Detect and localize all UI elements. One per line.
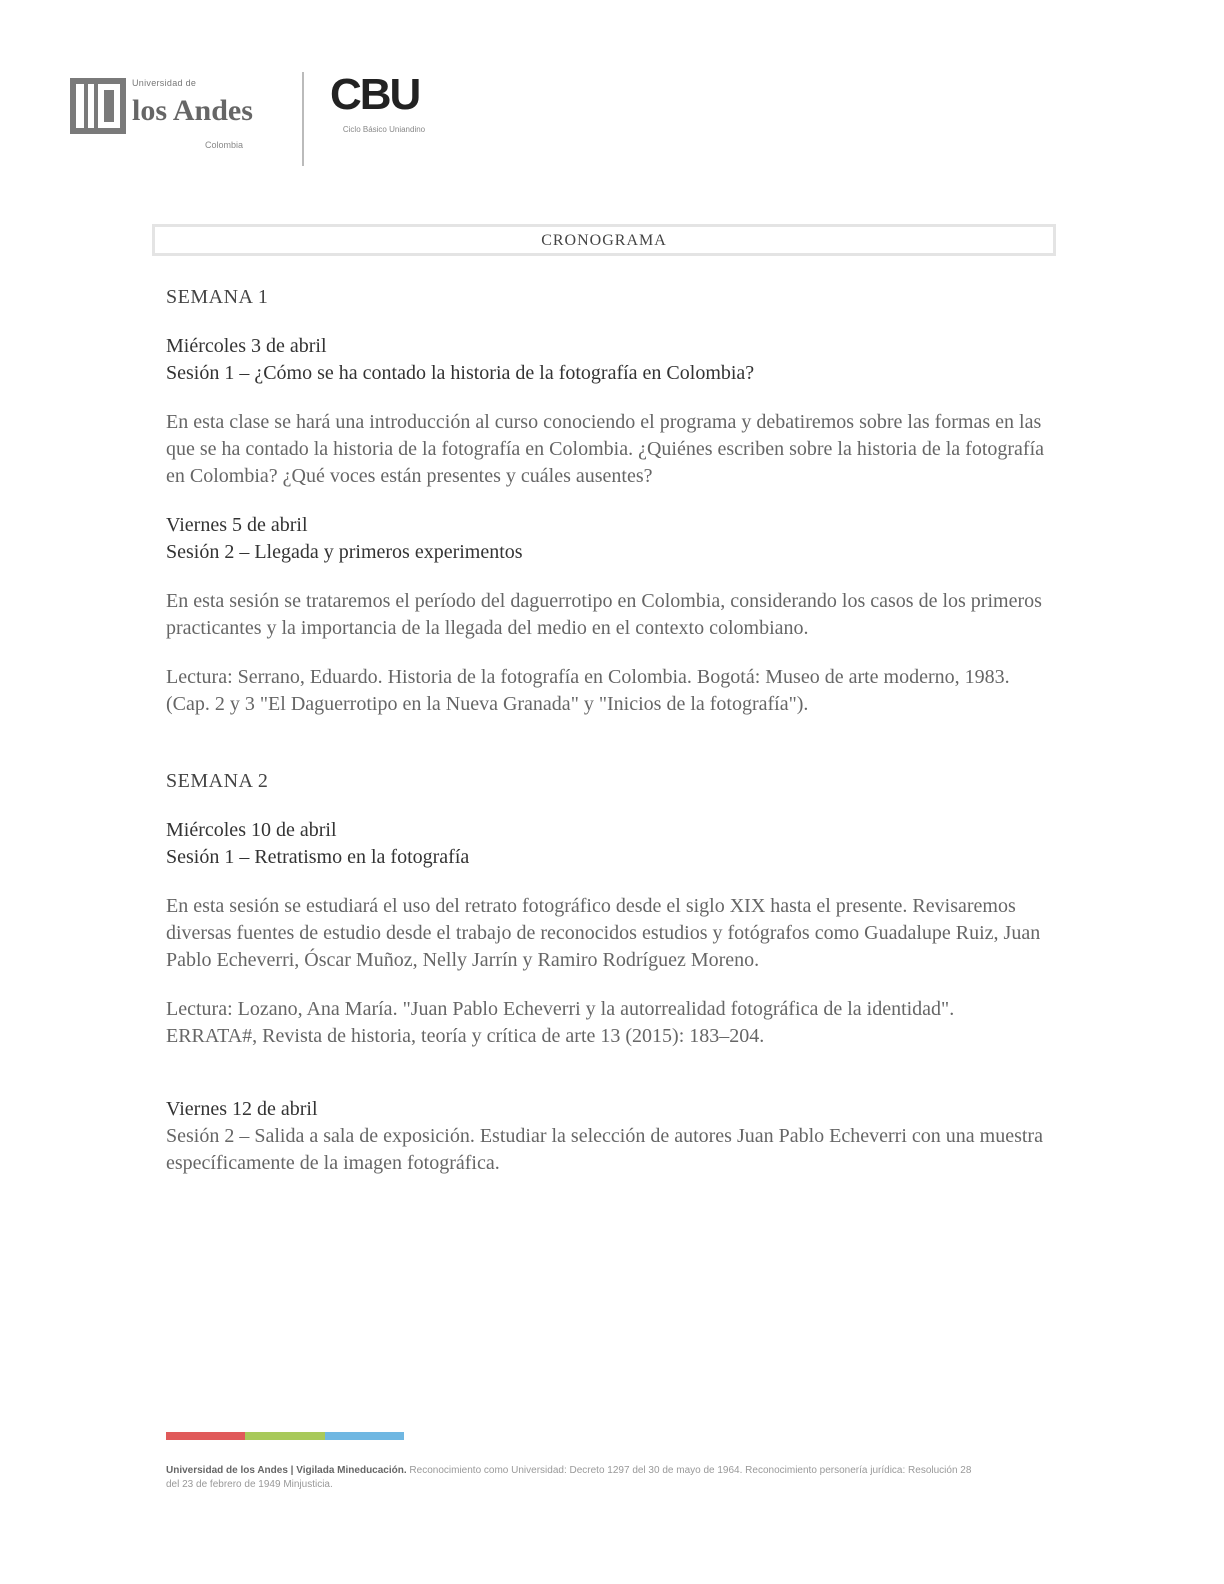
- session-description: En esta sesión se estudiará el uso del retrato fotográfico desde el siglo XIX hasta el presente. Revisaremos diversas fuentes de estudio desde el trabajo de reconocidos estudios y fotógrafos como Guadalupe Ruiz, Juan Pablo Echeverri, Óscar Muñoz, Nelly Jarrín y Ramiro Rodríguez Moreno.: [166, 895, 1041, 971]
- week-label: SEMANA 1: [166, 286, 269, 308]
- schedule-content: [166, 280, 1046, 1199]
- session-date: Miércoles 3 de abril: [166, 335, 327, 357]
- session-description: En esta clase se hará una introducción al curso conociendo el programa y debatiremos sobre las formas en las que se ha contado la historia de la fotografía en Colombia. ¿Quiénes escriben sobre la historia de la fotografía en Colombia? ¿Qué voces están presentes y cuáles ausentes?: [166, 411, 1045, 487]
- session-date: Viernes 5 de abril: [166, 514, 308, 536]
- session-date: Miércoles 10 de abril: [166, 819, 337, 841]
- session-heading: [166, 817, 1046, 871]
- university-logo-icon: [70, 78, 126, 134]
- session-title: Sesión 2 – Llegada y primeros experimentos: [166, 541, 523, 563]
- footer-color-red: [166, 1432, 245, 1440]
- spacer: [166, 740, 1046, 764]
- footer-legal: Reconocimiento como Universidad: Decreto 1297 del 30 de mayo de 1964. Reconocimiento personería jurídica: Resolución 28 del 23 de febrero de 1949 Minjusticia.: [166, 1465, 972, 1490]
- footer-text: [166, 1464, 976, 1492]
- session-date: Viernes 12 de abril: [166, 1098, 318, 1120]
- page-header: [70, 70, 470, 170]
- session-title: Sesión 1 – ¿Cómo se ha contado la historia de la fotografía en Colombia?: [166, 362, 755, 384]
- session-heading: [166, 1096, 1046, 1177]
- schedule-title: CRONOGRAMA: [152, 224, 1056, 256]
- cbu-subtitle: Ciclo Básico Uniandino: [342, 125, 426, 134]
- session-reading: Lectura: Serrano, Eduardo. Historia de la fotografía en Colombia. Bogotá: Museo de arte moderno, 1983. (Cap. 2 y 3 "El Daguerrotipo en la Nueva Granada" y "Inicios de la fotografía").: [166, 666, 1010, 715]
- university-city: Colombia: [205, 140, 244, 150]
- university-name: los Andes: [132, 94, 253, 127]
- session-title: Sesión 2 – Salida a sala de exposición. Estudiar la selección de autores Juan Pablo Echeverri con una muestra específicamente de la imagen fotográfica.: [166, 1125, 1043, 1174]
- cbu-logo: CBU: [330, 70, 420, 119]
- university-name-small: Universidad de: [132, 78, 197, 88]
- footer-color-blue: [325, 1432, 404, 1440]
- footer-org: Universidad de los Andes | Vigilada Mineducación.: [166, 1465, 407, 1476]
- session-description: En esta sesión se trataremos el período del daguerrotipo en Colombia, considerando los casos de los primeros practicantes y la importancia de la llegada del medio en el contexto colombiano.: [166, 590, 1042, 639]
- session-heading: [166, 333, 1046, 387]
- week-label: SEMANA 2: [166, 770, 269, 792]
- footer-color-bar: [166, 1432, 404, 1440]
- logo-divider: [302, 72, 304, 166]
- footer-color-green: [245, 1432, 324, 1440]
- session-title: Sesión 1 – Retratismo en la fotografía: [166, 846, 470, 868]
- spacer: [166, 1072, 1046, 1096]
- session-reading: Lectura: Lozano, Ana María. "Juan Pablo Echeverri y la autorrealidad fotográfica de la identidad". ERRATA#, Revista de historia, teoría y crítica de arte 13 (2015): 183–204.: [166, 998, 955, 1047]
- session-heading: [166, 512, 1046, 566]
